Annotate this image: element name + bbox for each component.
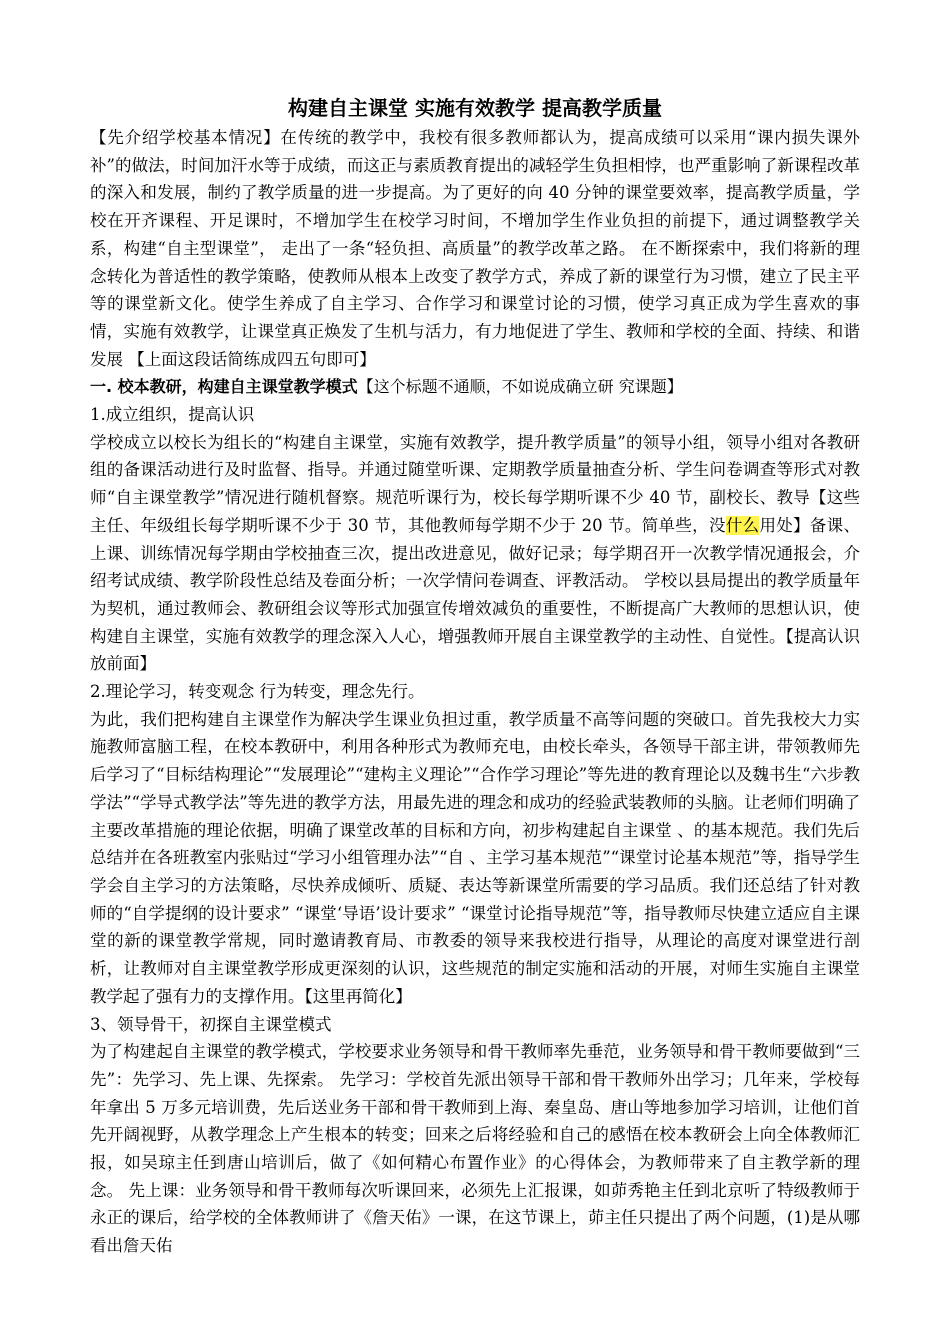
highlighted-text: 什么 (725, 515, 760, 535)
document-page (90, 92, 860, 1260)
intro-note: 【上面这段话简练成四五句即可】 (128, 349, 376, 369)
section-1-heading-text: 一. 校本教研，构建自主课堂教学模式 (90, 377, 358, 397)
section-1-heading (90, 373, 860, 401)
section-1-heading-note: 【这个标题不通顺，不如说成确立研 究课题】 (357, 377, 683, 397)
subsection-1-body-part-b: 用处】备课、上课、训练情况每学期由学校抽查三次，提出改进意见，做好记录；每学期召开一次教学情况通报会，介绍考试成绩、教学阶段性总结及卷面分析；一次学情问卷调查、评教活动。 学校以县局提出的教学质量年为契机，通过教师会、教研组会议等形式加强宣传增效减负的重要性，不断提高广大教师的思想认识，使构建自主课堂，实施有效教学的理念深入人心，增强教师开展自主课堂教学的主动性、自觉性。【提高认识放前面】 (90, 515, 860, 674)
subsection-1-body (90, 429, 860, 678)
subsection-1-body-part-a: 学校成立以校长为组长的“构建自主课堂，实施有效教学，提升教学质量”的领导小组，领导小组对各教研组的备课活动进行及时监督、指导。并通过随堂听课、定期教学质量抽查分析、学生问卷调查等形式对教师“自主课堂教学”情况进行随机督察。规范听课行为，校长每学期听课不少 40 节，副校长、教导【这些主任、年级组长每学期听课不少于 30 节，其他教师每学期不少于 20 节。简单些，没 (90, 432, 860, 535)
document-title: 构建自主课堂 实施有效教学 提高教学质量 (288, 96, 662, 120)
subsection-3-body: 为了构建起自主课堂的教学模式，学校要求业务领导和骨干教师率先垂范，业务领导和骨干教师要做到“三先”：先学习、先上课、先探索。 先学习：学校首先派出领导干部和骨干教师外出学习；几年来，学校每年拿出 5 万多元培训费，先后送业务干部和骨干教师到上海、秦皇岛、唐山等地参加学习培训，让他们首先开阔视野，从教学理念上产生根本的转变；回来之后将经验和自己的感悟在校本教研会上向全体教师汇报，如吴琼主任到唐山培训后，做了《如何精心布置作业》的心得体会，为教师带来了自主教学新的理念。 先上课：业务领导和骨干教师每次听课回来，必须先上汇报课，如茆秀艳主任到北京听了特级教师于永正的课后，给学校的全体教师讲了《詹天佑》一课，在这节课上，茆主任只提出了两个问题，(1)是从哪看出詹天佑 (90, 1042, 860, 1256)
subsection-1-heading: 1.成立组织，提高认识 (90, 405, 255, 425)
subsection-3-heading: 3、领导骨干，初探自主课堂模式 (90, 1014, 332, 1034)
subsection-2-body: 为此，我们把构建自主课堂作为解决学生课业负担过重，教学质量不高等问题的突破口。首先我校大力实施教师富脑工程，在校本教研中，利用各种形式为教师充电，由校长牵头，各领导干部主讲，带领教师先后学习了“目标结构理论”“发展理论”“建构主义理论”“合作学习理论”等先进的教育理论以及魏书生“六步教学法”“学导式教学法”等先进的教学方法，用最先进的理念和成功的经验武装教师的头脑。让老师们明确了主要改革措施的理论依据，明确了课堂改革的目标和方向，初步构建起自主课堂 、的基本规范。我们先后总结并在各班教室内张贴过“学习小组管理办法”“自 、主学习基本规范”“课堂讨论基本规范”等，指导学生学会自主学习的方法策略，尽快养成倾听、质疑、表达等新课堂所需要的学习品质。我们还总结了针对教师的“自学提纲的设计要求” “课堂‘导语’设计要求” “课堂讨论指导规范”等，指导教师尽快建立适应自主课堂的新的课堂教学常规，同时邀请教育局、市教委的领导来我校进行指导，从理论的高度对课堂进行剖析，让教师对自主课堂教学形成更深刻的认识，这些规范的制定实施和活动的开展，对师生实施自主课堂教学起了强有力的支撑作用。【这里再简化】 (90, 709, 860, 1006)
intro-paragraph (90, 124, 860, 373)
intro-text: 【先介绍学校基本情况】在传统的教学中，我校有很多教师都认为，提高成绩可以采用“课内损失课外补”的做法，时间加汗水等于成绩，而这正与素质教育提出的减轻学生负担相悖，也严重影响了新课程改革的深入和发展，制约了教学质量的进一步提高。为了更好的向 40 分钟的课堂要效率，提高教学质量，学校在开齐课程、开足课时，不增加学生在校学习时间，不增加学生作业负担的前提下，通过调整教学关系，构建“自主型课堂”， 走出了一条“轻负担、高质量”的教学改革之路。 在不断探索中，我们将新的理念转化为普适性的教学策略，使教师从根本上改变了教学方式，养成了新的课堂行为习惯，建立了民主平等的课堂新文化。使学生养成了自主学习、合作学习和课堂讨论的习惯，使学习真正成为学生喜欢的事情，实施有效教学，让课堂真正焕发了生机与活力，有力地促进了学生、教师和学校的全面、持续、和谐发展 (90, 128, 860, 369)
subsection-2-heading: 2.理论学习，转变观念 行为转变，理念先行。 (90, 682, 425, 702)
